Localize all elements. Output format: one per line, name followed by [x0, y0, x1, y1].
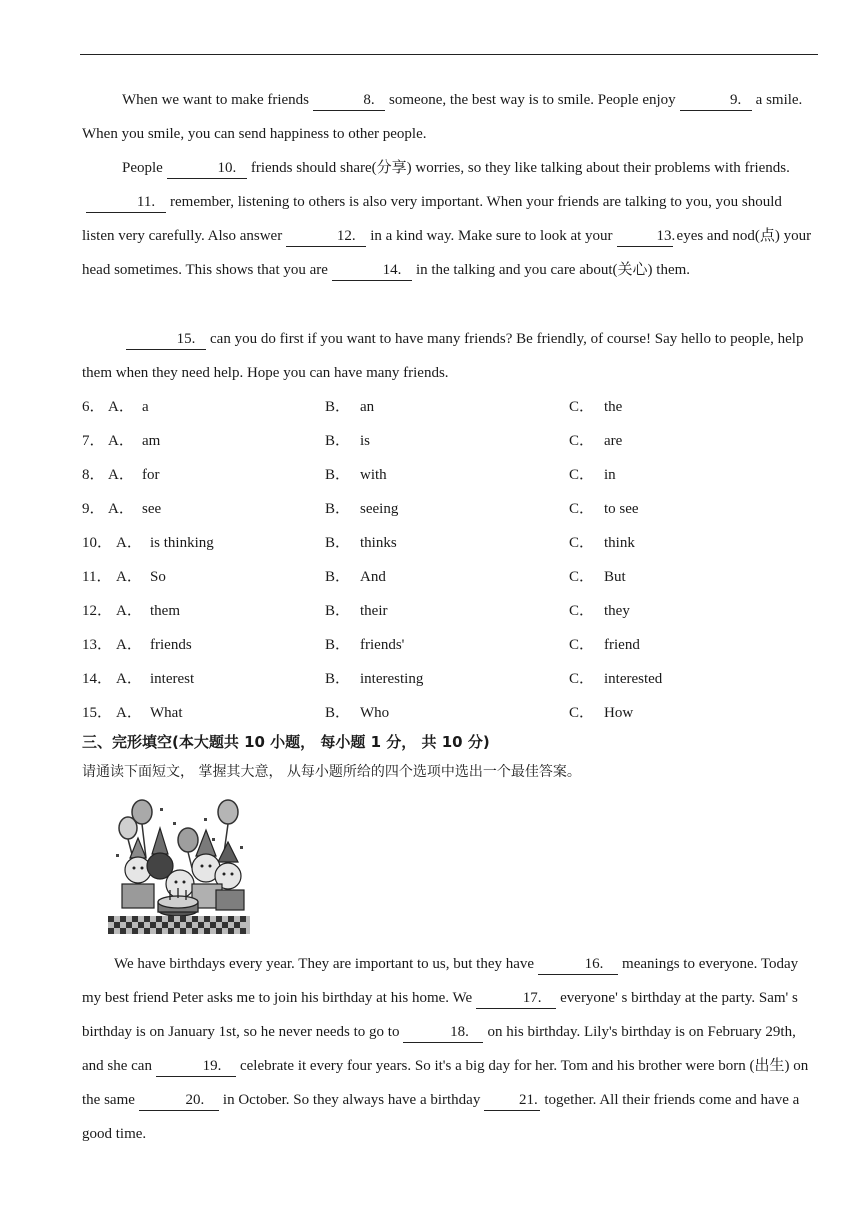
option-b[interactable]: an	[360, 399, 375, 415]
option-b[interactable]: interesting	[360, 671, 424, 687]
option-b[interactable]: And	[360, 569, 386, 585]
option-c[interactable]: think	[604, 535, 635, 551]
option-a[interactable]: see	[142, 501, 162, 517]
option-a[interactable]: So	[150, 569, 166, 585]
option-c[interactable]: interested	[604, 671, 663, 687]
blank-14[interactable]: 14.	[332, 260, 412, 281]
blank-16[interactable]: 16.	[538, 954, 618, 975]
option-a[interactable]: for	[142, 467, 160, 483]
section-heading: 三、完形填空(本大题共 10 小题， 每小题 1 分， 共 10 分)	[82, 733, 490, 751]
blank-11[interactable]: 11.	[86, 192, 166, 213]
option-b[interactable]: friends'	[360, 637, 405, 653]
option-c[interactable]: But	[604, 569, 626, 585]
question-row: 7． A． am B． is C． are	[82, 424, 817, 458]
option-b[interactable]: with	[360, 467, 387, 483]
header-rule	[80, 54, 818, 55]
option-b[interactable]: is	[360, 433, 371, 449]
birthday-party-illustration	[108, 798, 250, 934]
passage1-paragraph3: 15. can you do first if you want to have many friends? Be friendly, of course! Say hello to people, help them when they need help. Hope you can have many friends.	[82, 331, 804, 381]
blank-10[interactable]: 10.	[167, 158, 247, 179]
option-c[interactable]: friend	[604, 637, 640, 653]
options-list	[82, 390, 817, 730]
blank-12[interactable]: 12.	[286, 226, 366, 247]
option-a[interactable]: friends	[150, 637, 192, 653]
question-row: 10． A． is thinking B． thinks C． think	[82, 526, 817, 560]
question-row: 12． A． them B． their C． they	[82, 594, 817, 628]
option-b[interactable]: thinks	[360, 535, 397, 551]
blank-21[interactable]: 21.	[484, 1090, 540, 1111]
blank-9[interactable]: 9.	[680, 90, 752, 111]
blank-18[interactable]: 18.	[403, 1022, 483, 1043]
question-row: 15． A． What B． Who C． How	[82, 696, 817, 730]
option-b[interactable]: seeing	[360, 501, 399, 517]
option-a[interactable]: a	[142, 399, 149, 415]
blank-13[interactable]: 13.	[617, 226, 673, 247]
question-row: 14． A． interest B． interesting C． interested	[82, 662, 817, 696]
passage1-paragraph2: People 10. friends should share(分享) worries, so they like talking about their problems with friends.11. remember, listening to others is also very important. When your friends are talking to you, you should listen very carefully. Also answer 12. in a kind way. Make sure to look at your 13.eyes and nod(点) your head sometimes. This shows that you are 14. in the talking and you care about(关心) them.	[82, 151, 817, 287]
question-row: 6． A． a B． an C． the	[82, 390, 817, 424]
blank-19[interactable]: 19.	[156, 1056, 236, 1077]
option-a[interactable]: What	[150, 705, 183, 721]
question-row: 13． A． friends B． friends' C． friend	[82, 628, 817, 662]
option-b[interactable]: their	[360, 603, 388, 619]
option-c[interactable]: the	[604, 399, 623, 415]
option-a[interactable]: am	[142, 433, 161, 449]
option-a[interactable]: interest	[150, 671, 195, 687]
option-b[interactable]: Who	[360, 705, 390, 721]
option-a[interactable]: is thinking	[150, 535, 214, 551]
passage1-paragraph1: When we want to make friends 8. someone, the best way is to smile. People enjoy 9. a smile. When you smile, you can send happiness to other people.	[82, 92, 803, 142]
blank-17[interactable]: 17.	[476, 988, 556, 1009]
blank-8[interactable]: 8.	[313, 90, 385, 111]
question-row: 9． A． see B． seeing C． to see	[82, 492, 817, 526]
option-c[interactable]: in	[604, 467, 616, 483]
option-c[interactable]: How	[604, 705, 634, 721]
option-c[interactable]: to see	[604, 501, 639, 517]
option-c[interactable]: they	[604, 603, 630, 619]
option-c[interactable]: are	[604, 433, 623, 449]
section-instruction: 请通读下面短文， 掌握其大意， 从每小题所给的四个选项中选出一个最佳答案。	[82, 764, 581, 780]
blank-15[interactable]: 15.	[126, 329, 206, 350]
question-row: 8． A． for B． with C． in	[82, 458, 817, 492]
option-a[interactable]: them	[150, 603, 180, 619]
passage2-paragraph: We have birthdays every year. They are important to us, but they have 16. meanings to everyone. Today my best friend Peter asks me to join his birthday at his home. We 17. everyone' s birthday at the party. Sam' s birthday is on January 1st, so he never needs to go to 18. on his birthday. Lily's birthday is on February 29th, and she can 19. celebrate it every four years. So it's a big day for her. Tom and his brother were born (出生) on the same 20. in October. So they always have a birthday 21. together. All their friends come and have a good time.	[82, 956, 809, 1142]
question-row: 11． A． So B． And C． But	[82, 560, 817, 594]
blank-20[interactable]: 20.	[139, 1090, 219, 1111]
